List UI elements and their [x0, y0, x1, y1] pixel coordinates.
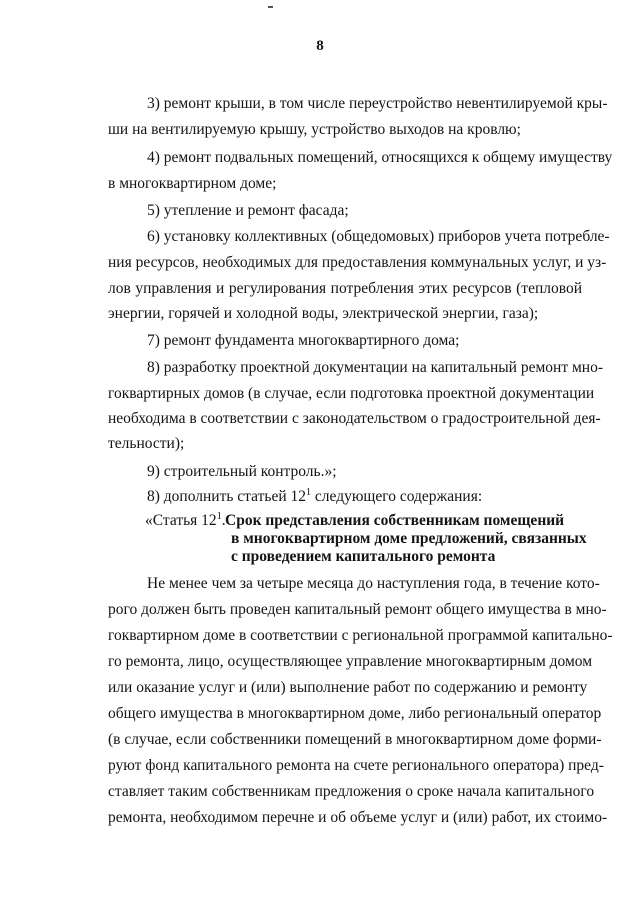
body-line-8: руют фонд капитального ремонта на счете регионального оператора) пред-	[108, 757, 604, 774]
item-3-line-1: 3) ремонт крыши, в том числе переустройство невентилируемой кры-	[147, 95, 608, 112]
item-8-line-2: гоквартирных домов (в случае, если подготовка проектной документации	[108, 385, 595, 402]
body-line-2: рого должен быть проведен капитальный ремонт общего имущества в мно-	[108, 601, 607, 618]
article-prefix-superscript: 1	[216, 511, 222, 522]
top-mark	[268, 6, 273, 8]
body-line-5: или оказание услуг и (или) выполнение работ по содержанию и ремонту	[108, 679, 588, 696]
body-line-1: Не менее чем за четыре месяца до наступления года, в течение кото-	[147, 575, 600, 592]
article-prefix	[145, 512, 226, 530]
item-7-line-1: 7) ремонт фундамента многоквартирного дома;	[147, 332, 460, 349]
amendment-text-after: следующего содержания:	[311, 488, 483, 505]
item-6-line-2: ния ресурсов, необходимых для предоставления коммунальных услуг, и уз-	[108, 254, 607, 271]
article-title-line-1: Срок представления собственникам помещений	[225, 512, 565, 529]
body-line-10: ремонта, необходимом перечне и об объеме услуг и (или) работ, их стоимо-	[108, 809, 608, 826]
body-line-9: ставляет таким собственникам предложения о сроке начала капитального	[108, 783, 595, 800]
item-5-line-1: 5) утепление и ремонт фасада;	[147, 202, 349, 219]
item-6-line-4: энергии, горячей и холодной воды, электрической энергии, газа);	[108, 305, 539, 322]
article-prefix-text: «Статья 12	[145, 512, 217, 529]
amendment-text-before: 8) дополнить статьей 12	[147, 488, 307, 505]
article-title	[225, 512, 585, 566]
item-8-line-3: необходима в соответствии с законодательством о градостроительной дея-	[108, 410, 601, 427]
item-8-line-4: тельности);	[108, 435, 185, 452]
item-4-line-2: в многоквартирном доме;	[108, 175, 277, 192]
body-line-6: общего имущества в многоквартирном доме, либо региональный оператор	[108, 705, 602, 722]
item-8-line-1: 8) разработку проектной документации на капитальный ремонт мно-	[147, 359, 603, 376]
amendment-line	[147, 484, 582, 510]
item-9-line-1: 9) строительный контроль.»;	[147, 463, 337, 480]
item-4-line-1: 4) ремонт подвальных помещений, относящихся к общему имуществу	[147, 149, 613, 166]
page-number: 8	[316, 38, 324, 54]
item-6-line-1: 6) установку коллективных (общедомовых) приборов учета потребле-	[147, 228, 610, 245]
article-title-line-3: с проведением капитального ремонта	[231, 548, 496, 565]
body-line-4: го ремонта, лицо, осуществляющее управление многоквартирным домом	[108, 653, 593, 670]
item-3-line-2: ши на вентилируемую крышу, устройство выходов на кровлю;	[108, 121, 521, 138]
amendment-superscript: 1	[306, 487, 312, 498]
article-title-line-2: в многоквартирном доме предложений, связанных	[231, 530, 587, 547]
item-6-line-3: лов управления и регулирования потребления этих ресурсов (тепловой	[108, 280, 582, 297]
body-line-3: гоквартирном доме в соответствии с региональной программой капитально-	[108, 627, 613, 644]
body-line-7: (в случае, если собственники помещений в многоквартирном доме форми-	[108, 731, 602, 748]
article-prefix-dot: .	[221, 512, 226, 529]
